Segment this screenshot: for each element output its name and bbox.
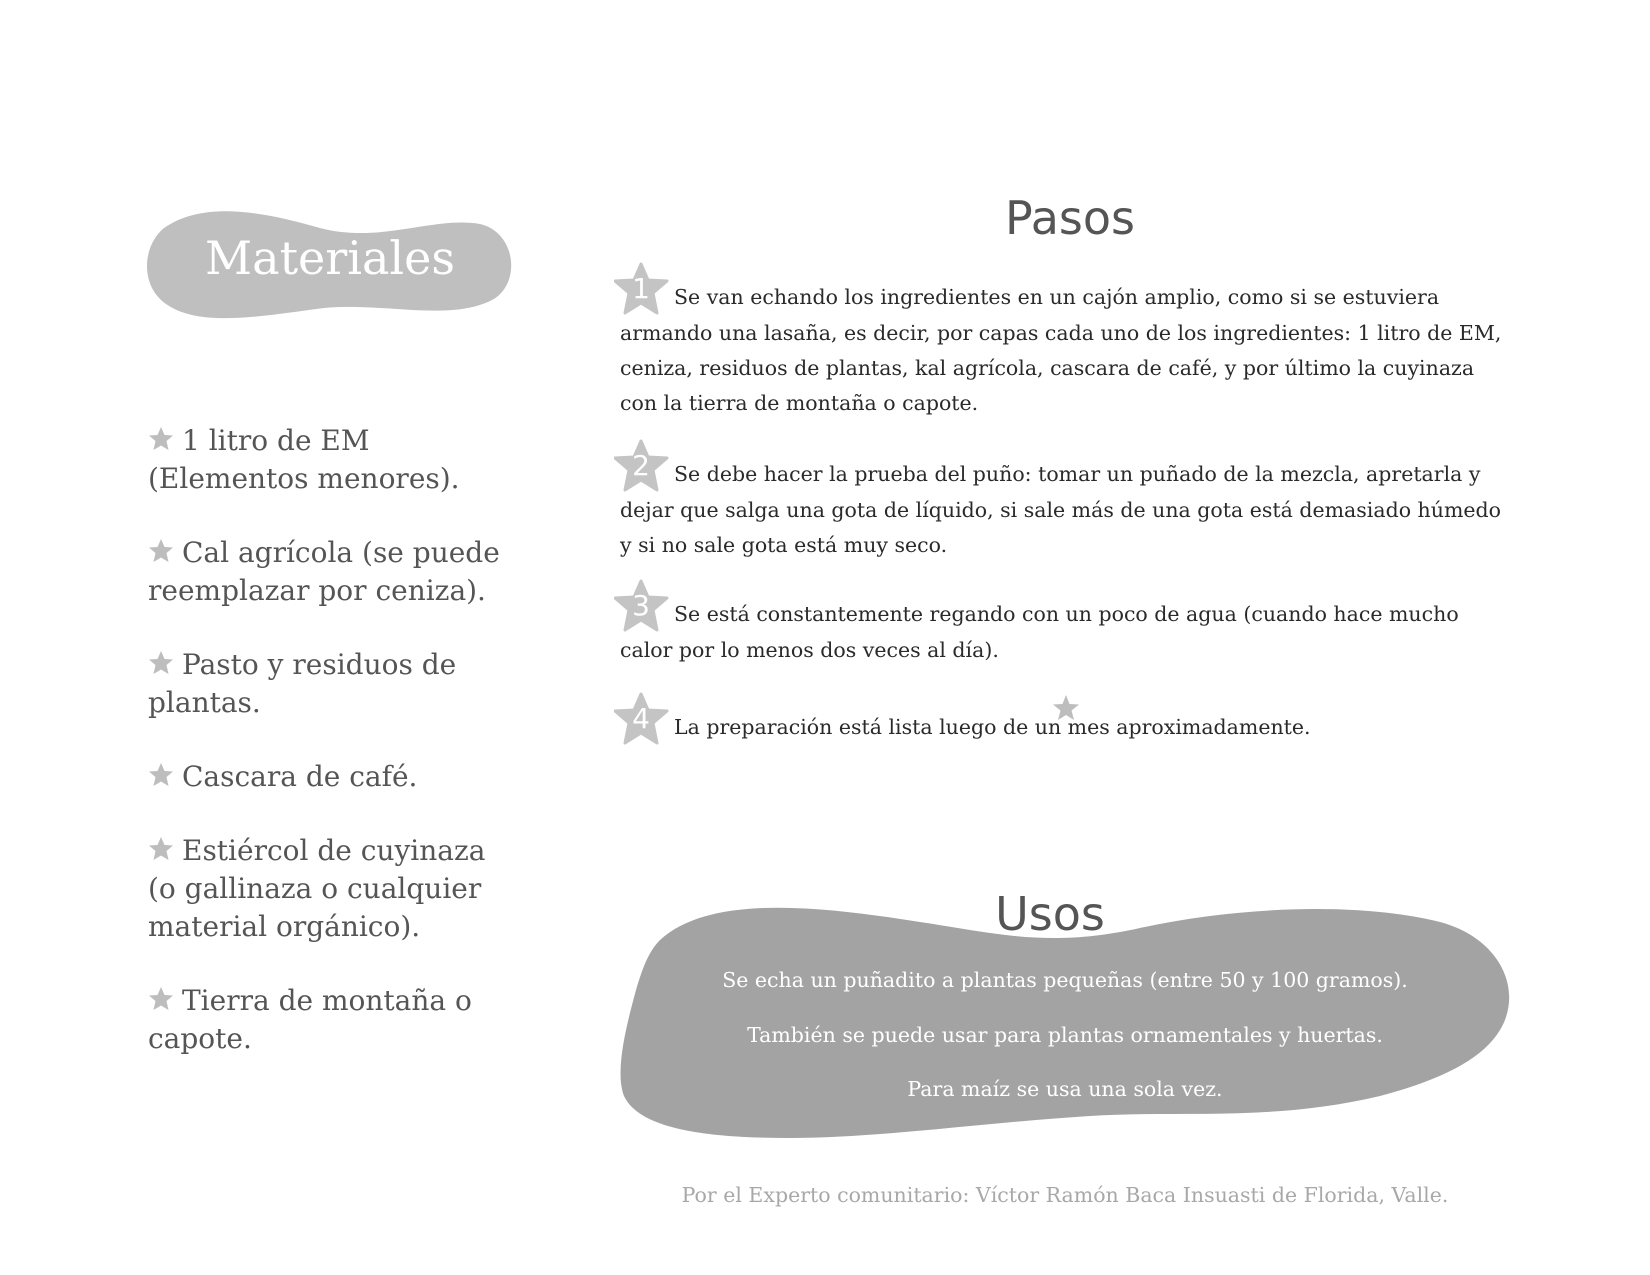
step-number: 3 [632, 589, 650, 622]
step-number: 1 [632, 272, 650, 305]
uses-line: Se echa un puñadito a plantas pequeñas (entre 50 y 100 gramos). [722, 968, 1408, 992]
step-line: con la tierra de montaña o capote. [620, 391, 979, 415]
step-line: Se van echando los ingredientes en un cajón amplio, como si se estuviera [674, 285, 1440, 309]
materials-item [148, 758, 508, 796]
step-line: Se está constantemente regando con un poco de agua (cuando hace mucho [674, 602, 1459, 626]
materials-item-line: material orgánico). [148, 910, 421, 943]
materials-item-line: 1 litro de EM [182, 424, 370, 457]
step-line: y si no sale gota está muy seco. [620, 533, 948, 557]
materials-item [148, 422, 508, 498]
step-line: armando una lasaña, es decir, por capas cada uno de los ingredientes: 1 litro de EM, [620, 321, 1502, 345]
uses-line: También se puede usar para plantas ornamentales y huertas. [747, 1023, 1383, 1047]
steps-list [620, 262, 1510, 746]
materials-item [148, 646, 508, 722]
materials-title: Materiales [205, 231, 455, 285]
materials-item [148, 534, 508, 610]
step-number: 4 [632, 702, 650, 735]
step-item [620, 579, 1510, 668]
step-number-badge [614, 439, 672, 493]
materials-item-line: (Elementos menores). [148, 462, 460, 495]
uses-line: Para maíz se usa una sola vez. [907, 1077, 1223, 1101]
star-icon [148, 426, 174, 452]
materials-list [148, 422, 508, 1094]
materials-item-line: Pasto y residuos de [182, 648, 457, 681]
step-number-badge [614, 579, 672, 633]
step-number: 2 [632, 449, 650, 482]
step-line: calor por lo menos dos veces al día). [620, 638, 999, 662]
materials-item-line: reemplazar por ceniza). [148, 574, 486, 607]
step-line: Se debe hacer la prueba del puño: tomar un puñado de la mezcla, apretarla y [674, 462, 1481, 486]
materials-item-line: plantas. [148, 686, 261, 719]
star-icon [148, 650, 174, 676]
star-icon [1052, 694, 1080, 722]
materials-item-line: capote. [148, 1022, 252, 1055]
step-line: ceniza, residuos de plantas, kal agrícola, cascara de café, y por último la cuyinaza [620, 356, 1475, 380]
step-line: La preparación está lista luego de un mes aproximadamente. [674, 715, 1311, 739]
materials-item-line: (o gallinaza o cualquier [148, 872, 482, 905]
steps-title: Pasos [1005, 191, 1135, 245]
step-item [620, 439, 1510, 563]
step-item [620, 262, 1510, 421]
materials-item-line: Cal agrícola (se puede [182, 536, 500, 569]
star-icon [148, 762, 174, 788]
star-icon [148, 986, 174, 1012]
step-number-badge [614, 692, 672, 746]
step-line: dejar que salga una gota de líquido, si sale más de una gota está demasiado húmedo [620, 498, 1501, 522]
materials-item [148, 832, 508, 946]
materials-item-line: Estiércol de cuyinaza [182, 834, 486, 867]
materials-item-line: Tierra de montaña o [182, 984, 472, 1017]
star-icon [148, 836, 174, 862]
credit-line: Por el Experto comunitario: Víctor Ramón Baca Insuasti de Florida, Valle. [681, 1183, 1449, 1207]
uses-title: Usos [995, 887, 1105, 941]
materials-item [148, 982, 508, 1058]
materials-item-line: Cascara de café. [182, 760, 418, 793]
star-icon [148, 538, 174, 564]
step-number-badge [614, 262, 672, 316]
